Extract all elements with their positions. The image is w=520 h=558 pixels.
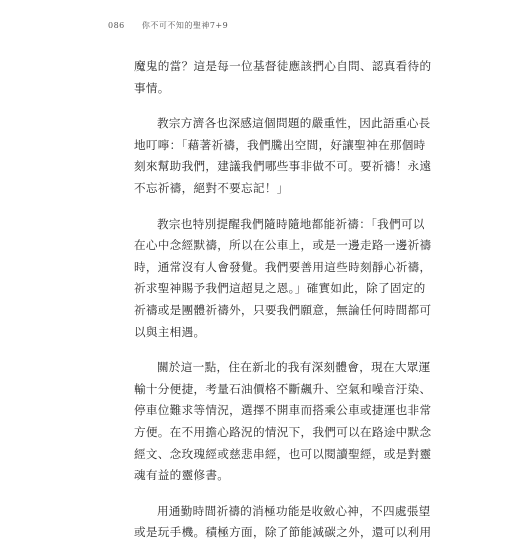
text-line: 在心中念經默禱，所以在公車上，或是一邊走路一邊祈禱 — [134, 238, 432, 253]
paragraph — [134, 214, 432, 344]
text-line: 或是玩手機。積極方面，除了節能減碳之外，還可以利用 — [134, 525, 432, 540]
text-line: 魔鬼的當？這是每一位基督徒應該捫心自問、認真看待的 — [134, 59, 432, 73]
text-line: 祈禱或是團體祈禱外，只要我們願意，無論任何時間都可 — [134, 302, 432, 317]
text-line: 魂有益的靈修書。 — [134, 468, 230, 483]
text-line: 地叮嚀：「藉著祈禱，我們騰出空間，好讓聖神在那個時 — [134, 137, 426, 152]
text-line: 教宗方濟各也深感這個問題的嚴重性，因此語重心長 — [157, 116, 431, 131]
text-line: 祈求聖神賜予我們這超見之恩。」確實如此，除了固定的 — [134, 281, 426, 296]
text-line: 經文、念玫瑰經或慈悲串經，也可以閱讀聖經，或是對靈 — [134, 446, 432, 461]
book-title: 你不可不知的聖神7+9 — [141, 21, 229, 30]
text-line: 輸十分便捷，考量石油價格不斷飆升、空氣和噪音汙染、 — [134, 381, 432, 396]
running-header — [108, 20, 228, 31]
paragraph — [134, 501, 432, 544]
text-line: 時，通常沒有人會發覺。我們要善用這些時刻靜心祈禱， — [134, 259, 432, 274]
text-line: 方便。在不用擔心路況的情況下，我們可以在路途中默念 — [134, 424, 432, 439]
paragraph — [134, 113, 432, 199]
text-line: 停車位難求等情況，選擇不開車而搭乘公車或捷運也非常 — [134, 403, 432, 418]
text-line: 用通勤時間祈禱的消極功能是收斂心神，不四處張望 — [157, 503, 431, 518]
text-line: 關於這一點，住在新北的我有深刻體會，現在大眾運 — [157, 360, 431, 375]
paragraph — [134, 56, 432, 99]
text-line: 以與主相遇。 — [134, 324, 206, 339]
text-line: 教宗也特別提醒我們隨時隨地都能祈禱：「我們可以 — [157, 216, 425, 231]
text-line: 刻來幫助我們，建議我們哪些事非做不可。要祈禱！永遠 — [134, 159, 432, 174]
body-text — [134, 56, 432, 558]
text-line: 事情。 — [134, 80, 170, 95]
page-number: 086 — [108, 21, 125, 30]
paragraph — [134, 357, 432, 487]
text-line: 不忘祈禱，絕對不要忘記！」 — [134, 180, 289, 195]
